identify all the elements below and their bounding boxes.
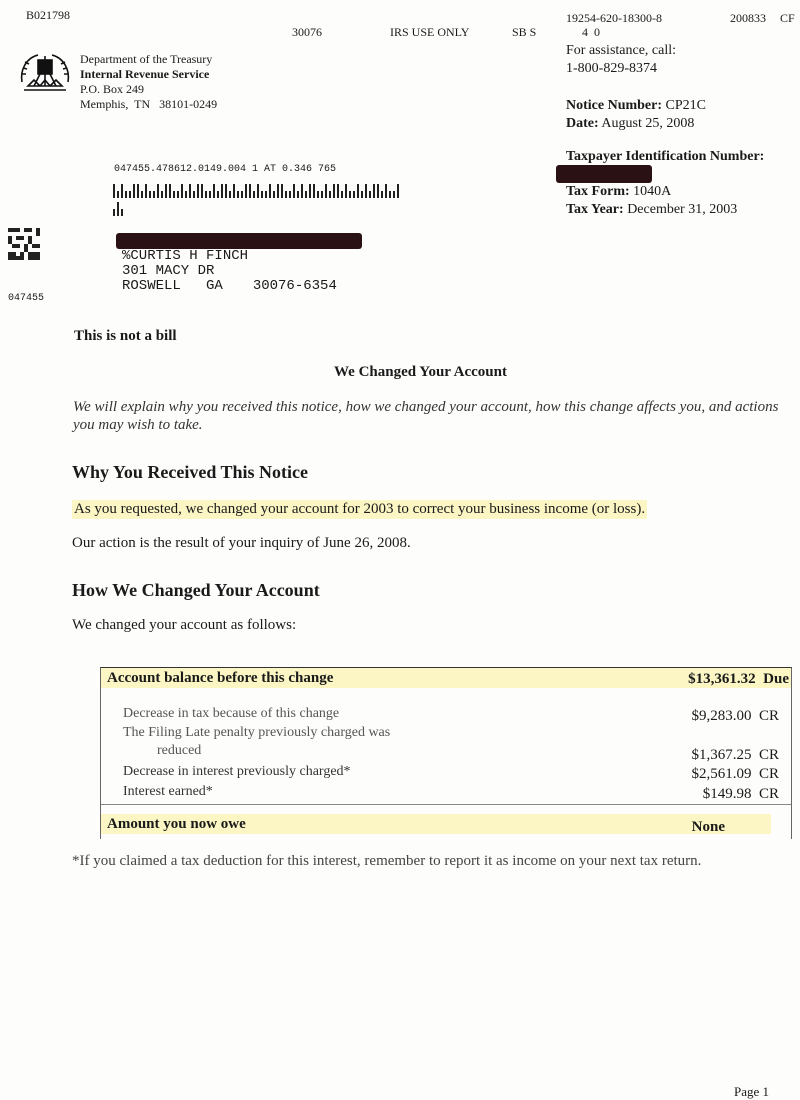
adjustment-label: Decrease in tax because of this change (123, 706, 340, 721)
barcode-text: 047455.478612.0149.004 1 AT 0.346 765 (114, 164, 337, 175)
tax-year: December 31, 2003 (627, 202, 738, 217)
adjustment-amount: $149.98 (702, 786, 752, 802)
notice-number: CP21C (665, 98, 706, 113)
adjustment-amount: $2,561.09 (691, 766, 752, 782)
adjustment-label: The Filing Late penalty previously charged was (123, 725, 391, 740)
assistance-phone: 1-800-829-8374 (566, 61, 657, 76)
side-code: 047455 (8, 293, 45, 304)
recipient-street: 301 MACY DR (122, 263, 215, 279)
tax-form: 1040A (633, 184, 672, 199)
how-text: We changed your account as follows: (72, 617, 297, 633)
zip-code-header: 30076 (292, 25, 322, 39)
intro-text: We will explain why you received this notice, how we changed your account, how this change affects you, and actions you may wish to take. (73, 399, 779, 433)
redacted-tin (556, 165, 652, 183)
notice-number-label: Notice Number: (566, 98, 663, 113)
adjustment-cr: CR (758, 708, 779, 724)
postal-barcode (113, 180, 403, 194)
footnote: *If you claimed a tax deduction for this interest, remember to report it as income on your next tax return. (72, 853, 702, 869)
document-code: B021798 (26, 8, 71, 22)
reference-number: 19254-620-18300-8 (566, 11, 662, 25)
owe-amount: None (691, 819, 725, 835)
adjustment-cr: CR (758, 786, 779, 802)
notice-date: August 25, 2008 (601, 116, 695, 131)
adjustment-label: Interest earned* (123, 784, 213, 799)
adjustment-cr: CR (758, 766, 779, 782)
redacted-address-line (116, 233, 362, 249)
cut-off-code: CF (780, 11, 795, 25)
agency-name: Internal Revenue Service (80, 67, 210, 81)
notice-title: We Changed Your Account (334, 364, 507, 380)
why-heading: Why You Received This Notice (72, 462, 308, 482)
sb-s-code: SB S (512, 25, 537, 39)
date-code: 200833 (730, 11, 766, 25)
recipient-zip: 30076-6354 (252, 278, 337, 294)
department-name: Department of the Treasury (80, 52, 213, 66)
balance-status: Due (763, 671, 789, 687)
tax-form-label: Tax Form: (566, 184, 630, 199)
irs-eagle-logo (18, 52, 72, 96)
balance-label: Account balance before this change (107, 670, 334, 686)
adjustment-label-cont: reduced (157, 743, 202, 758)
recipient-city: ROSWELL GA (122, 278, 223, 294)
page-number: Page 1 (734, 1084, 770, 1099)
tax-year-label: Tax Year: (566, 202, 624, 217)
action-text: Our action is the result of your inquiry of June 26, 2008. (72, 535, 411, 551)
qr-code-icon (8, 228, 40, 260)
owe-label: Amount you now owe (107, 816, 246, 832)
sub-code: 4 0 (582, 25, 600, 39)
adjustment-amount: $1,367.25 (691, 747, 752, 763)
tin-label: Taxpayer Identification Number: (566, 149, 765, 164)
adjustment-label: Decrease in interest previously charged* (123, 764, 351, 779)
assistance-label: For assistance, call: (566, 43, 677, 58)
notice-date-label: Date: (566, 116, 599, 131)
balance-amount: $13,361.32 (688, 671, 756, 687)
account-table (100, 667, 792, 839)
adjustment-amount: $9,283.00 (691, 708, 752, 724)
adjustment-cr: CR (758, 747, 779, 763)
total-divider (101, 804, 791, 805)
how-heading: How We Changed Your Account (72, 580, 320, 600)
not-a-bill: This is not a bill (74, 328, 177, 344)
po-box: P.O. Box 249 (80, 82, 145, 96)
sender-city: Memphis, TN 38101-0249 (80, 97, 218, 111)
recipient-name: %CURTIS H FINCH (122, 248, 249, 264)
why-text: As you requested, we changed your account for 2003 to correct your business income (or loss). (74, 501, 646, 517)
irs-use-only: IRS USE ONLY (390, 25, 470, 39)
